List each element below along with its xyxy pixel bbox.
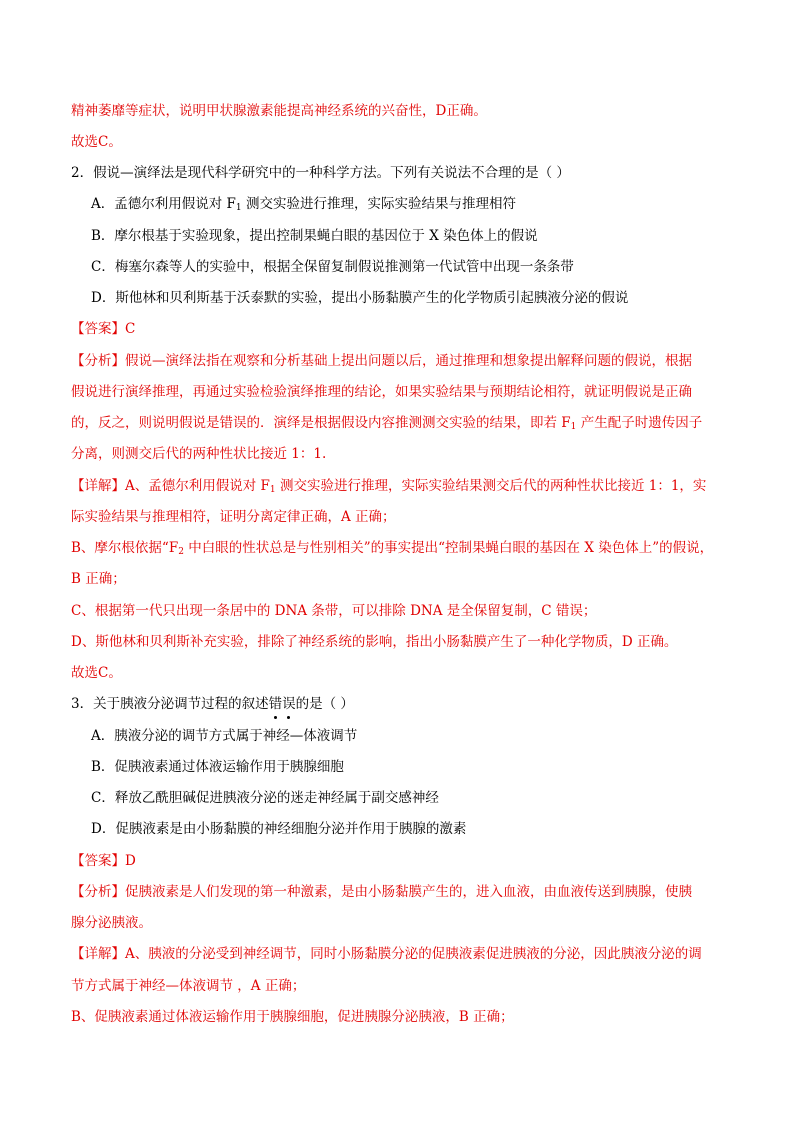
q2-analysis-line-3-sub: 1 bbox=[570, 422, 577, 432]
q2-option-a-sub: 1 bbox=[235, 203, 242, 213]
q2-option-d: D．斯他林和贝利斯基于沃泰默的实验，提出小肠黏膜产生的化学物质引起胰液分泌的假说 bbox=[91, 290, 629, 306]
q2-option-a-post: 测交实验进行推理，实际实验结果与推理相符 bbox=[241, 196, 516, 212]
q2-detail-a-line-1 bbox=[71, 476, 731, 496]
q2-answer: 【答案】C bbox=[71, 321, 136, 337]
q2-analysis-line-3-pre: 的，反之，则说明假说是错误的．演绎是根据假设内容推测测交实验的结果，即若 F bbox=[71, 415, 571, 431]
q2-detail-b-line-2: B 正确； bbox=[71, 571, 126, 587]
q2-analysis-line-3 bbox=[71, 413, 731, 433]
q3-stem-post: 的是（ ） bbox=[295, 696, 354, 712]
q2-detail-b-line-1-sub: 2 bbox=[178, 547, 184, 557]
q2-analysis-line-1: 【分析】假说—演绎法指在观察和分析基础上提出问题以后，通过推理和想象提出解释问题的假说，根据 bbox=[71, 353, 692, 369]
q2-detail-a-line-2: 际实验结果与推理相符，证明分离定律正确，A 正确； bbox=[71, 509, 396, 525]
q3-detail-b: B、促胰液素通过体液运输作用于胰腺细胞，促进胰腺分泌胰液，B 正确； bbox=[71, 1009, 514, 1025]
q3-option-a: A．胰液分泌的调节方式属于神经—体液调节 bbox=[91, 728, 358, 744]
q2-option-c: C．梅塞尔森等人的实验中，根据全保留复制假说推测第一代试管中出现一条条带 bbox=[91, 259, 574, 275]
q3-option-d: D．促胰液素是由小肠黏膜的神经细胞分泌并作用于胰腺的激素 bbox=[91, 821, 467, 837]
q3-answer: 【答案】D bbox=[71, 853, 136, 869]
q2-detail-b-line-1 bbox=[71, 538, 731, 558]
q3-analysis-line-2: 腺分泌胰液。 bbox=[71, 915, 152, 931]
q2-option-a bbox=[91, 194, 751, 214]
q2-detail-b-line-1-post: 中白眼的性状总是与性别相关”的事实提出“控制果蝇白眼的基因在 X 染色体上”的假说， bbox=[183, 540, 714, 556]
q2-detail-c: C、根据第一代只出现一条居中的 DNA 条带，可以排除 DNA 是全保留复制，C 错误； bbox=[71, 603, 597, 619]
q2-option-b: B．摩尔根基于实验现象，提出控制果蝇白眼的基因位于 X 染色体上的假说 bbox=[91, 228, 538, 244]
q2-detail-b-line-1-pre: B、摩尔根依据“F bbox=[71, 540, 179, 556]
q3-stem bbox=[71, 694, 731, 714]
prev-explanation-line: 精神萎靡等症状，说明甲状腺激素能提高神经系统的兴奋性，D正确。 bbox=[71, 103, 487, 119]
q2-detail-a-line-1-pre: 【详解】A、孟德尔利用假说对 F bbox=[71, 478, 270, 494]
q2-detail-a-line-1-post: 测交实验进行推理，实际实验结果测交后代的两种性状比接近 1：1，实 bbox=[275, 478, 707, 494]
q3-option-b: B．促胰液素通过体液运输作用于胰腺细胞 bbox=[91, 759, 344, 775]
q2-detail-d: D、斯他林和贝利斯补充实验，排除了神经系统的影响，指出小肠黏膜产生了一种化学物质，D 正确。 bbox=[71, 634, 678, 650]
q3-detail-a-line-2: 节方式属于神经—体液调节 ，A 正确； bbox=[71, 978, 306, 994]
q2-analysis-line-4: 分离，则测交后代的两种性状比接近 1：1. bbox=[71, 446, 327, 462]
q3-detail-a-line-1: 【详解】A、胰液的分泌受到神经调节，同时小肠黏膜分泌的促胰液素促进胰液的分泌，因此胰液分泌的调 bbox=[71, 946, 702, 962]
q3-stem-emphasis-2: 误 bbox=[282, 696, 296, 712]
prev-choose-line: 故选C。 bbox=[71, 134, 122, 150]
q3-option-c: C．释放乙酰胆碱促进胰液分泌的迷走神经属于副交感神经 bbox=[91, 790, 439, 806]
q3-stem-emphasis-1: 错 bbox=[268, 696, 283, 712]
q2-choose-line: 故选C。 bbox=[71, 665, 122, 681]
q3-stem-pre: 3．关于胰液分泌调节过程的叙述 bbox=[71, 696, 269, 712]
q2-analysis-line-2: 假说进行演绎推理，再通过实验检验演绎推理的结论，如果实验结果与预期结论相符，就证明假说是正确 bbox=[71, 384, 692, 400]
q2-stem: 2．假说—演绎法是现代科学研究中的一种科学方法。下列有关说法不合理的是（ ） bbox=[71, 165, 570, 181]
q2-detail-a-line-1-sub: 1 bbox=[269, 485, 276, 495]
q3-analysis-line-1: 【分析】促胰液素是人们发现的第一种激素，是由小肠黏膜产生的，进入血液，由血液传送到胰腺，使胰 bbox=[71, 884, 692, 900]
q2-option-a-pre: A．孟德尔利用假说对 F bbox=[91, 196, 236, 212]
q2-analysis-line-3-post: 产生配子时遗传因子 bbox=[576, 415, 703, 431]
